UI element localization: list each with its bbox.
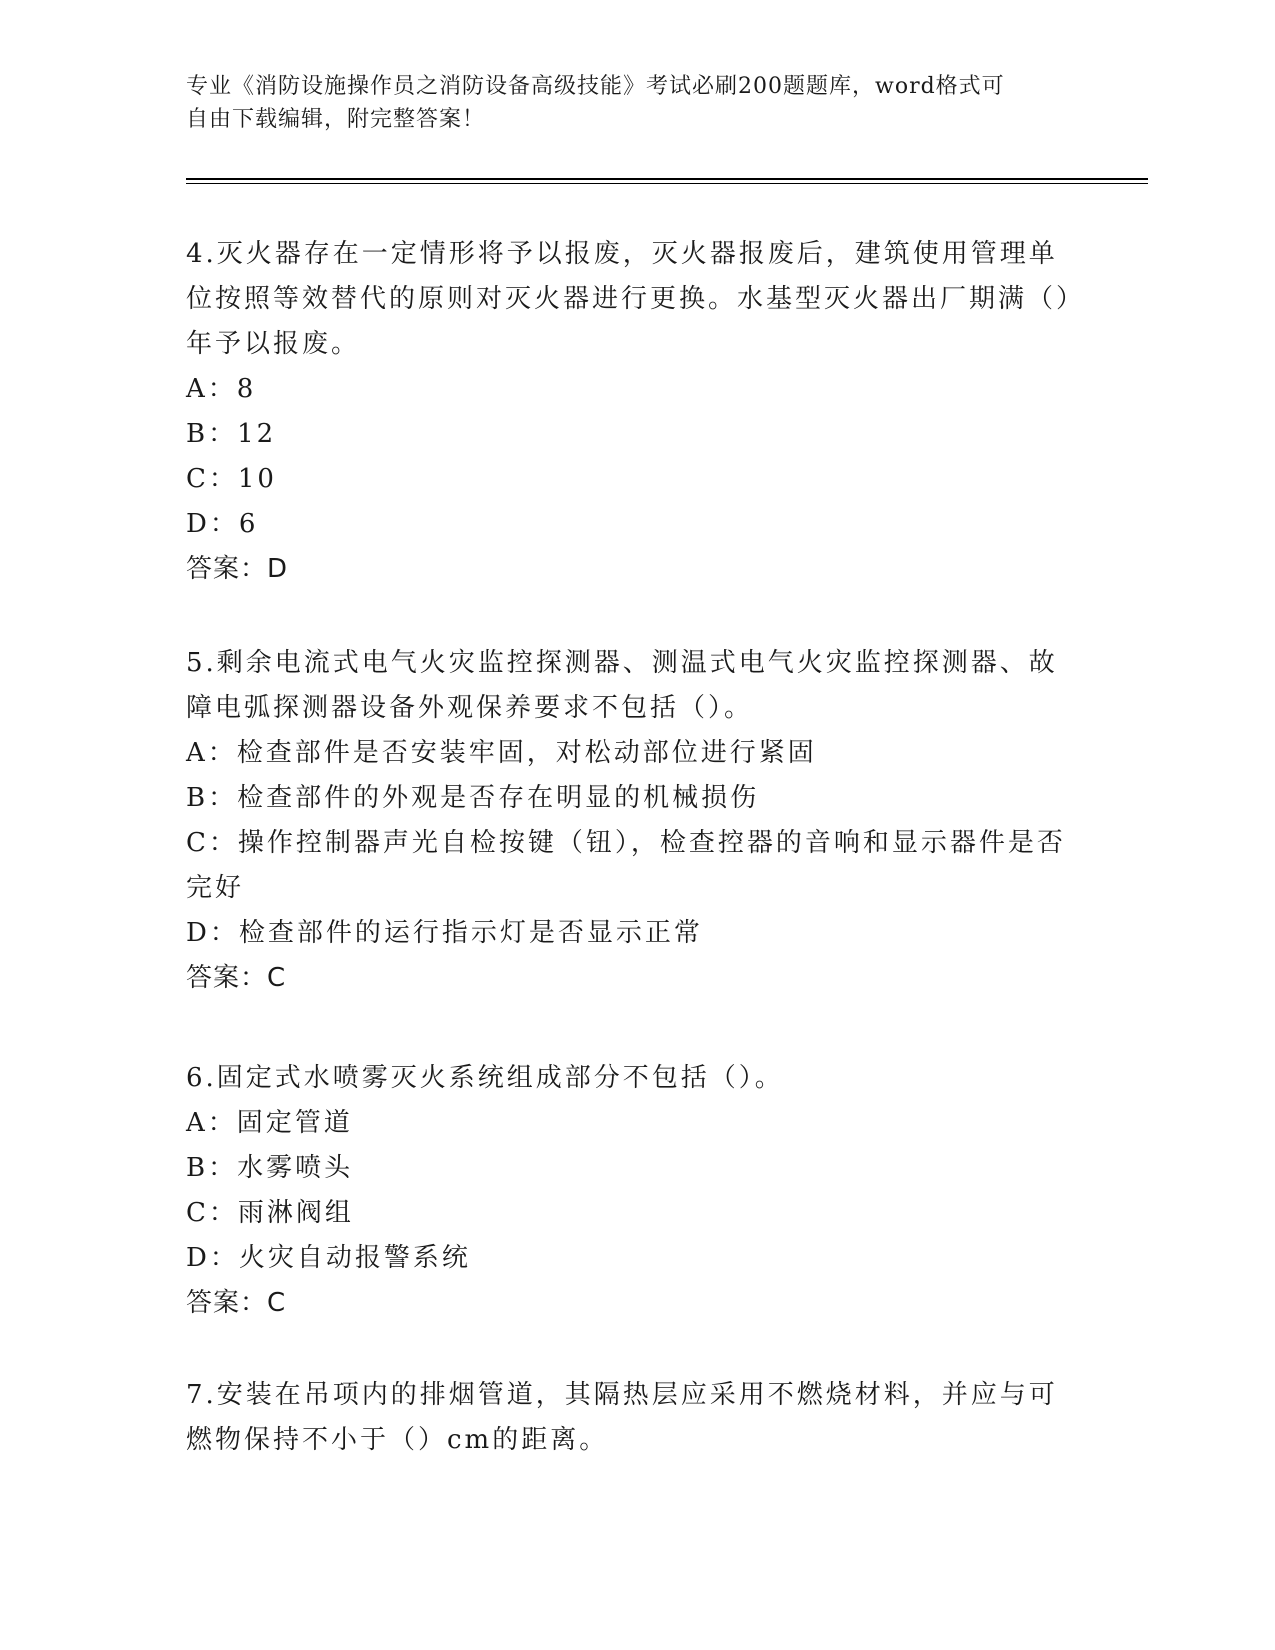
answer: 答案：C bbox=[186, 963, 287, 993]
option-a: A：8 bbox=[186, 374, 257, 404]
option-d: D：检查部件的运行指示灯是否显示正常 bbox=[186, 918, 703, 948]
question-5 bbox=[186, 641, 1076, 1001]
option-c: C：10 bbox=[186, 464, 277, 494]
header-divider-thin bbox=[186, 183, 1148, 184]
question-4 bbox=[186, 232, 1076, 592]
option-b: B：12 bbox=[186, 419, 277, 449]
option-a: A：检查部件是否安装牢固，对松动部位进行紧固 bbox=[186, 738, 817, 768]
header-divider-thick bbox=[186, 178, 1148, 180]
answer: 答案：D bbox=[186, 554, 289, 584]
question-7 bbox=[186, 1373, 1076, 1463]
document-header bbox=[186, 70, 1076, 136]
option-a: A：固定管道 bbox=[186, 1108, 353, 1138]
option-c: C：操作控制器声光自检按键（钮），检查控器的音响和显示器件是否完好 bbox=[186, 828, 1066, 903]
question-stem: 6.固定式水喷雾灭火系统组成部分不包括（）。 bbox=[186, 1063, 784, 1093]
option-b: B：检查部件的外观是否存在明显的机械损伤 bbox=[186, 783, 760, 813]
question-stem: 7.安装在吊项内的排烟管道，其隔热层应采用不燃烧材料，并应与可燃物保持不小于（）cm的距离。 bbox=[186, 1380, 1058, 1455]
header-line-2: 自由下载编辑，附完整答案！ bbox=[186, 107, 486, 132]
header-line-1: 专业《消防设施操作员之消防设备高级技能》考试必刷200题题库，word格式可 bbox=[186, 74, 1005, 99]
option-b: B：水雾喷头 bbox=[186, 1153, 354, 1183]
option-d: D：6 bbox=[186, 509, 259, 539]
option-c: C：雨淋阀组 bbox=[186, 1198, 354, 1228]
question-stem: 4.灭火器存在一定情形将予以报废，灭火器报废后，建筑使用管理单位按照等效替代的原则对灭火器进行更换。水基型灭火器出厂期满（）年予以报废。 bbox=[186, 239, 1073, 359]
option-d: D：火灾自动报警系统 bbox=[186, 1243, 471, 1273]
question-6 bbox=[186, 1056, 1076, 1326]
question-stem: 5.剩余电流式电气火灾监控探测器、测温式电气火灾监控探测器、故障电弧探测器设备外观保养要求不包括（）。 bbox=[186, 648, 1058, 723]
answer: 答案：C bbox=[186, 1288, 287, 1318]
